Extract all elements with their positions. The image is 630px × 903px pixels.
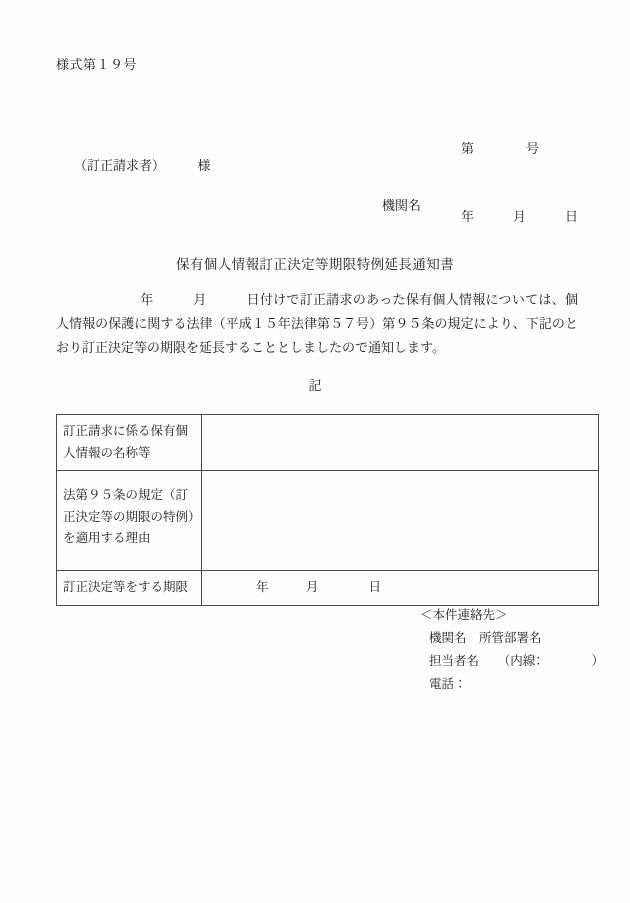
row-label-deadline: 訂正決定等をする期限 [57,571,202,606]
body-lead-date: 年 月 [140,292,247,307]
contact-agency-department: 機関名 所管部署名 [429,631,542,646]
table-row [57,471,599,571]
agency-name: 機関名 [382,198,422,213]
table-row [57,571,599,606]
contact-heading: ＜本件連絡先＞ [420,608,508,622]
ki-mark: 記 [308,378,322,393]
details-table [56,414,599,606]
page-title: 保有個人情報訂正決定等期限特例延長通知書 [176,257,454,272]
row-label-reason: 法第９５条の規定（訂正決定等の期限の特例）を適用する理由 [57,471,202,571]
body-paragraph [56,288,578,360]
contact-phone: 電話： [429,677,467,692]
table-row [57,415,599,471]
document-number-label: 第 号 [460,140,539,156]
document-number-block [461,92,578,274]
row-value-information-name[interactable] [202,415,599,471]
row-label-information-name: 訂正請求に係る保有個人情報の名称等 [57,415,202,471]
row-value-deadline[interactable]: 年 月 日 [202,571,599,606]
form-number: 様式第１９号 [56,57,138,72]
contact-block [420,604,604,697]
row-value-reason[interactable] [202,471,599,571]
body-text: 日付けで訂正請求のあった保有個人情報については、個人情報の保護に関する法律（平成１５年法律第５７号）第９５条の規定により、下記のとおり訂正決定等の期限を延長することとしましたので通知します。 [56,292,578,356]
addressee-line: （訂正請求者） 様 [74,158,211,173]
contact-person-extension: 担当者名 （内線： ） [429,654,605,669]
document-date-line: 年 月 日 [460,208,578,224]
